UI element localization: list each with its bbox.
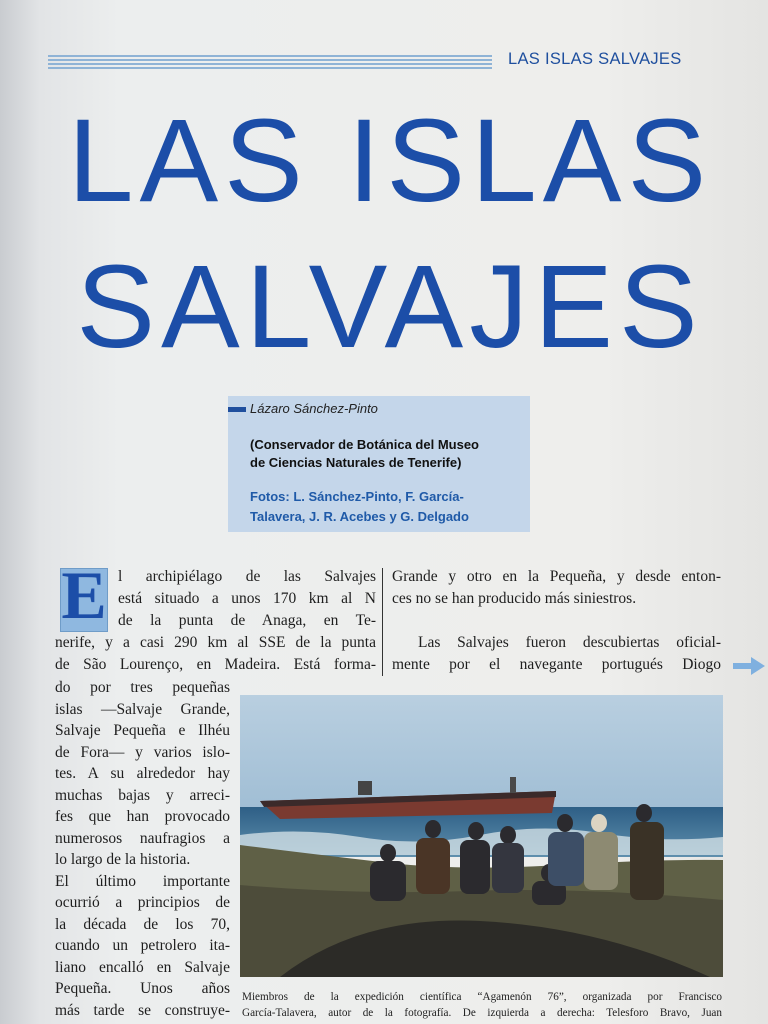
body-line: Las Salvajes fueron descubiertas oficial-	[418, 634, 721, 651]
caption-line: Miembros de la expedición científica “Agamenón 76”, organizada por Francisco	[242, 991, 722, 1003]
affiliation-line: (Conservador de Botánica del Museo	[250, 437, 479, 452]
body-line: nerife, y a casi 290 km al SSE de la punta	[55, 634, 376, 651]
body-line: l archipiélago de las Salvajes	[118, 568, 376, 585]
body-line: la década de los 70,	[55, 915, 230, 933]
body-line: de Fora— y varios islo-	[55, 743, 230, 761]
body-line: fes que han provocado	[55, 808, 230, 825]
header-rule	[48, 55, 492, 69]
author-affiliation	[250, 436, 528, 472]
article-title-line-1: LAS ISLAS	[67, 95, 713, 227]
body-line: Grande y otro en la Pequeña, y desde enton-	[392, 568, 721, 585]
photo-credit-line: Talavera, J. R. Acebes y G. Delgado	[250, 509, 469, 524]
running-head: LAS ISLAS SALVAJES	[508, 50, 682, 68]
body-line: liano encalló en Salvaje	[55, 958, 230, 976]
photo-caption	[242, 989, 722, 1021]
body-line: Salvaje Pequeña e Ilhéu	[55, 722, 230, 739]
body-line: muchas bajas y arreci-	[55, 786, 230, 804]
byline-marker	[228, 407, 246, 412]
body-line: lo largo de la historia.	[55, 851, 191, 868]
article-title-line-2: SALVAJES	[76, 241, 704, 373]
author-name: Lázaro Sánchez-Pinto	[250, 401, 378, 416]
body-line: ocurrió a principios de	[55, 894, 230, 911]
affiliation-line: de Ciencias Naturales de Tenerife)	[250, 455, 462, 470]
caption-line: García-Talavera, autor de la fotografía. De izquierda a derecha: Telesforo Bravo, Juan	[242, 1007, 722, 1019]
body-line: ces no se han producido más siniestros.	[392, 590, 637, 607]
body-line: islas —Salvaje Grande,	[55, 700, 230, 718]
body-line: Pequeña. Unos años	[55, 980, 230, 997]
body-line: tes. A su alrededor hay	[55, 765, 230, 782]
column-divider	[382, 568, 383, 676]
photo-credit-line: Fotos: L. Sánchez-Pinto, F. García-	[250, 489, 464, 504]
body-line: cuando un petrolero ita-	[55, 937, 230, 954]
photo-credits	[250, 487, 528, 527]
body-line: El último importante	[55, 872, 230, 890]
body-line: de la punta de Anaga, en Te-	[118, 612, 376, 629]
body-line: está situado a unos 170 km al N	[118, 590, 376, 607]
body-line: de São Lourenço, en Madeira. Está forma-	[55, 656, 376, 673]
body-line: mente por el navegante portugués Diogo	[392, 656, 721, 673]
body-line: más tarde se construye-	[55, 1001, 230, 1019]
body-line: do por tres pequeñas	[55, 679, 230, 696]
arrow-right-icon	[733, 657, 765, 675]
body-narrow-column	[55, 677, 230, 1021]
expedition-photo	[240, 695, 723, 977]
body-line: numerosos naufragios a	[55, 829, 230, 847]
drop-cap-letter: E	[61, 557, 107, 633]
